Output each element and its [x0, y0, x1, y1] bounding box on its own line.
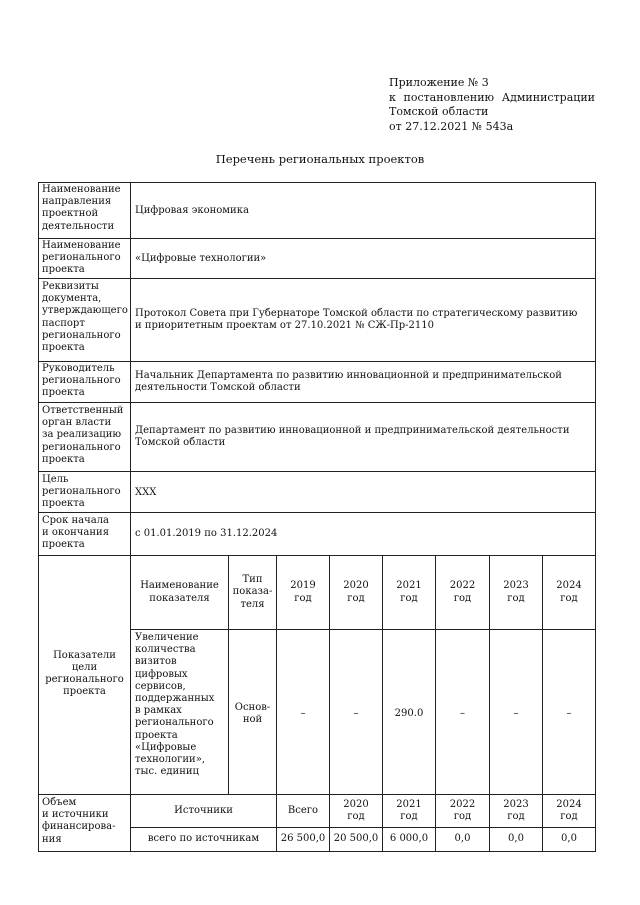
header-line: 2019 — [290, 580, 316, 592]
value-line: Протокол Совета при Губернаторе Томской области по стратегическому развитию — [135, 308, 578, 319]
name-line: сервисов, — [135, 680, 186, 692]
header-line: 2023 — [503, 798, 529, 810]
indicator-value: – — [353, 707, 359, 719]
indicator-value: – — [460, 707, 465, 719]
value-line: и приоритетным проектам от 27.10.2021 № СЖ-Пр-2110 — [135, 320, 434, 332]
row-value-term: с 01.01.2019 по 31.12.2024 — [135, 528, 278, 539]
label-line: проекта — [42, 498, 85, 510]
label-line: Срок начала — [42, 515, 110, 526]
appendix-block — [389, 76, 595, 134]
header-line: 2022 — [449, 798, 476, 810]
appendix-word: к — [389, 90, 396, 104]
label-line: Объем — [42, 797, 77, 808]
label-line: документа, — [42, 293, 102, 305]
indicator-name — [135, 632, 214, 778]
indicator-type-header — [228, 555, 277, 630]
indicator-value: – — [300, 707, 306, 719]
header-line: год — [507, 592, 525, 604]
year-header — [542, 555, 596, 630]
header-line: показа- — [232, 586, 273, 598]
appendix-line: от 27.12.2021 № 543а — [389, 119, 514, 133]
indicators-label — [38, 649, 131, 699]
label-line: Наименование — [42, 184, 121, 195]
header-line: 2024 — [556, 580, 582, 592]
year-header — [435, 794, 490, 828]
header-line: 2020 — [343, 580, 369, 592]
label-line: Цель — [42, 474, 69, 485]
appendix-word: постановлению — [403, 90, 495, 104]
financing-value: 0,0 — [561, 833, 577, 845]
financing-row-name: всего по источникам — [147, 833, 260, 845]
label-line: проекта — [42, 539, 85, 551]
type-line: Основ- — [234, 701, 271, 713]
name-line: технологии», — [135, 754, 206, 766]
header-line: год — [560, 592, 578, 604]
row-value-direction: Цифровая экономика — [135, 205, 249, 216]
row-value-details — [135, 308, 577, 332]
year-header — [489, 794, 543, 828]
appendix-word: Администрации — [501, 90, 595, 104]
row-label-project-name — [42, 240, 121, 277]
header-line: 2021 — [396, 580, 422, 592]
value-line: Департамент по развитию инновационной и предпринимательской деятельности — [135, 425, 570, 436]
appendix-line: Томской области — [389, 105, 489, 118]
financing-label — [42, 797, 115, 846]
row-label-term — [42, 515, 109, 552]
row-value-head — [135, 370, 562, 394]
cell-border — [130, 471, 596, 513]
name-line: в рамках — [135, 705, 182, 717]
label-line: проекта — [42, 453, 85, 465]
label-line: регионального — [45, 674, 124, 685]
row-value-authority — [135, 425, 569, 449]
appendix-line — [389, 91, 595, 106]
indicator-value: – — [513, 707, 519, 719]
header-line: год — [400, 811, 418, 822]
label-line: паспорт — [42, 317, 85, 329]
indicator-type — [228, 700, 277, 728]
year-header — [542, 794, 596, 828]
label-line: Руководитель — [42, 363, 115, 374]
label-line: орган власти — [42, 417, 112, 429]
row-value-goal: XXX — [135, 487, 157, 498]
label-line: проектной — [42, 208, 99, 220]
header-line: Наименование — [140, 580, 219, 592]
label-line: регионального — [42, 441, 121, 453]
label-line: регионального — [42, 375, 121, 387]
row-value-project-name: «Цифровые технологии» — [135, 253, 267, 264]
name-line: регионального — [135, 717, 214, 729]
appendix-line: Приложение № 3 — [389, 76, 489, 89]
name-line: «Цифровые — [135, 741, 197, 753]
header-line: год — [453, 592, 472, 604]
header-line: 2020 — [343, 798, 369, 810]
type-line: ной — [242, 714, 263, 725]
label-line: регионального — [42, 486, 121, 498]
financing-total-header: Всего — [287, 804, 319, 816]
header-line: год — [400, 592, 418, 604]
year-header — [489, 555, 543, 630]
label-line: проекта — [42, 342, 85, 354]
year-header — [276, 555, 330, 630]
label-line: регионального — [42, 252, 121, 264]
header-line: Тип — [242, 574, 263, 586]
label-line: ния — [42, 833, 62, 845]
year-header — [329, 555, 383, 630]
indicator-name-header — [130, 555, 229, 630]
page-title: Перечень региональных проектов — [215, 152, 425, 166]
row-label-head — [42, 363, 121, 400]
label-line: утверждающего — [42, 305, 128, 317]
header-line: год — [453, 811, 472, 822]
label-line: регионального — [42, 329, 121, 341]
label-line: направления — [42, 196, 112, 208]
financing-value: 0,0 — [508, 833, 524, 845]
row-label-details — [42, 281, 128, 354]
label-line: Наименование — [42, 240, 121, 251]
value-line: Томской области — [135, 437, 226, 449]
header-line: теля — [240, 598, 265, 610]
header-line: год — [507, 811, 525, 822]
name-line: поддержанных — [135, 693, 215, 705]
label-line: за реализацию — [42, 429, 122, 441]
name-line: цифровых — [135, 668, 188, 680]
header-line: показателя — [149, 592, 210, 604]
label-line: и окончания — [42, 527, 110, 539]
year-header — [435, 555, 490, 630]
name-line: проекта — [135, 729, 178, 741]
label-line: проекта — [42, 264, 85, 276]
header-line: 2023 — [503, 580, 529, 592]
name-line: количества — [135, 644, 196, 656]
year-header — [382, 794, 436, 828]
label-line: Ответственный — [42, 405, 124, 416]
label-line: финансирова- — [42, 821, 116, 833]
year-header — [382, 555, 436, 630]
row-label-authority — [42, 405, 123, 466]
year-header — [329, 794, 383, 828]
label-line: деятельности — [42, 220, 115, 232]
header-line: 2022 — [449, 580, 476, 592]
header-line: 2021 — [396, 798, 422, 810]
name-line: тыс. единиц — [135, 766, 199, 778]
label-line: проекта — [63, 686, 106, 698]
financing-value: 20 500,0 — [333, 833, 379, 845]
header-line: год — [294, 592, 312, 604]
financing-total: 26 500,0 — [280, 833, 326, 845]
label-line: проекта — [42, 387, 85, 399]
header-line: 2024 — [556, 798, 582, 810]
financing-sources-header: Источники — [174, 804, 233, 816]
label-line: и источники — [42, 809, 109, 821]
header-line: год — [347, 811, 365, 822]
financing-value: 0,0 — [454, 833, 471, 845]
row-label-goal — [42, 474, 121, 511]
label-line: Показатели — [53, 649, 116, 661]
name-line: визитов — [135, 656, 177, 668]
label-line: цели — [71, 661, 98, 673]
financing-value: 6 000,0 — [389, 833, 429, 845]
header-line: год — [347, 592, 365, 604]
name-line: Увеличение — [135, 632, 199, 643]
value-line: Начальник Департамента по развитию инновационной и предпринимательской — [135, 370, 562, 381]
indicator-value: 290.0 — [394, 707, 424, 719]
label-line: Реквизиты — [42, 281, 99, 292]
indicator-value: – — [566, 707, 572, 719]
value-line: деятельности Томской области — [135, 382, 301, 394]
header-line: год — [560, 811, 578, 822]
row-label-direction — [42, 184, 121, 233]
